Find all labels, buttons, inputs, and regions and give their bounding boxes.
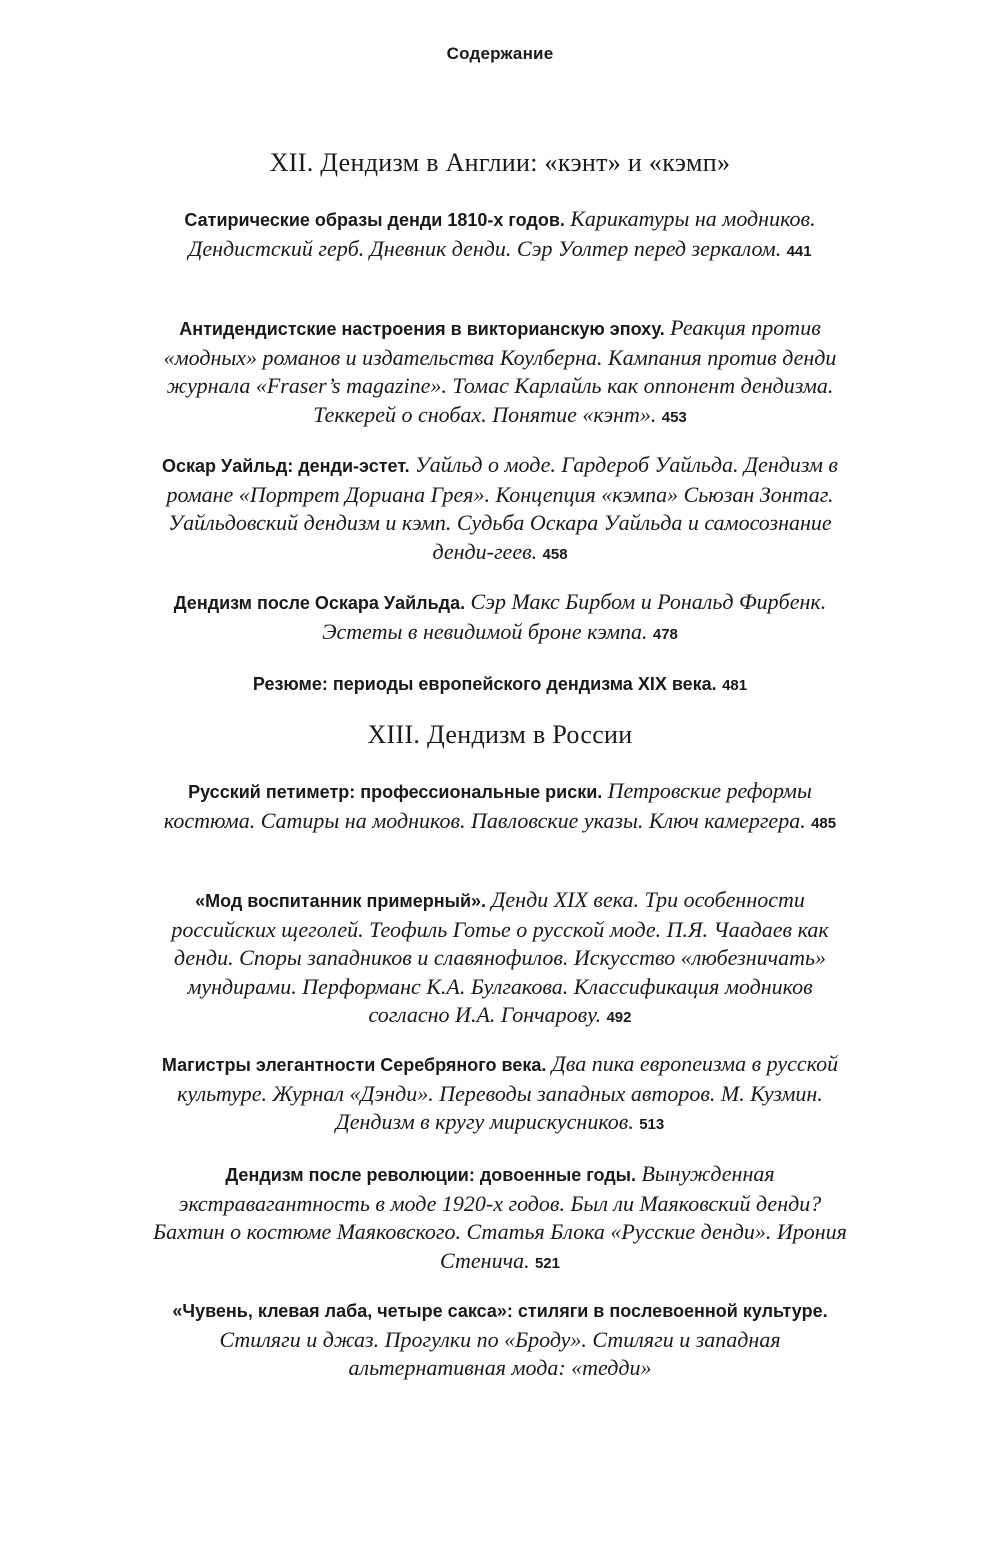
- entry-heading: Магистры элегантности Серебряного века.: [161, 1055, 547, 1075]
- toc-entry: [150, 588, 850, 648]
- entry-description: Вынужденная экстравагантность в моде 1920-х годов. Был ли Маяковский денди? Бахтин о костюме Маяковского. Статья Блока «Русские денди». Ирония Стенича.: [153, 1161, 847, 1273]
- entry-page-number: 513: [639, 1116, 665, 1133]
- entry-description: Уайльд о моде. Гардероб Уайльда. Дендизм в романе «Портрет Дориана Грея». Концепция «кэмпа» Сьюзан Зонтаг. Уайльдовский дендизм и кэмп. Судьба Оскара Уайльда и самосознание денди-геев.: [166, 452, 838, 564]
- chapter-title: XII. Дендизм в Англии: «кэнт» и «кэмп»: [269, 148, 731, 177]
- entry-heading: Оскар Уайльд: денди-эстет.: [162, 456, 410, 476]
- entry-page-number: 485: [811, 814, 837, 832]
- entry-description: Сэр Макс Бирбом и Рональд Фирбенк. Эстеты в невидимой броне кэмпа.: [322, 589, 827, 644]
- entry-description: Два пика европеизма в русской культуре. Журнал «Дэнди». Переводы западных авторов. М. Кузмин. Дендизм в кругу мирискусников.: [177, 1051, 839, 1134]
- chapter-title: XIII. Дендизм в России: [367, 720, 633, 749]
- entry-description: Карикатуры на модников. Дендистский герб. Дневник денди. Сэр Уолтер перед зеркалом.: [188, 206, 816, 261]
- entry-page-number: 458: [542, 545, 568, 563]
- entry-heading: Резюме: периоды европейского дендизма XIX века.: [252, 674, 717, 694]
- entry-heading: Дендизм после Оскара Уайльда.: [173, 593, 466, 613]
- entry-heading: Сатирические образы денди 1810-х годов.: [184, 210, 565, 230]
- toc-entry: [150, 451, 850, 568]
- entry-page-number: 478: [652, 625, 678, 643]
- toc-entry: [150, 205, 850, 265]
- entry-description: Реакция против «модных» романов и издательства Коулберна. Кампания против денди журнала «Fraser’s magazine». Томас Карлайль как оппонент дендизма. Теккерей о снобах. Понятие «кэнт».: [163, 315, 837, 427]
- entry-heading: Дендизм после революции: довоенные годы.: [225, 1165, 637, 1185]
- entry-description: Петровские реформы костюма. Сатиры на модников. Павловские указы. Ключ камергера.: [163, 778, 812, 833]
- toc-entry: [150, 1050, 850, 1139]
- entry-page-number: 441: [786, 242, 812, 260]
- toc-entry: [150, 886, 850, 1032]
- entry-heading: Антидендистские настроения в викторианскую эпоху.: [179, 319, 665, 339]
- entry-page-number: 521: [534, 1254, 560, 1272]
- entry-heading: Русский петиметр: профессиональные риски.: [188, 782, 603, 802]
- entry-page-number: 453: [661, 408, 687, 426]
- toc-entry: [150, 314, 850, 431]
- entry-heading: «Мод воспитанник примерный».: [195, 891, 487, 911]
- entry-heading: «Чувень, клевая лаба, четыре сакса»: стиляги в послевоенной культуре.: [172, 1301, 828, 1321]
- toc-entry: [150, 1297, 850, 1383]
- entry-description: Стиляги и джаз. Прогулки по «Броду». Стиляги и западная альтернативная мода: «тедди»: [219, 1326, 781, 1380]
- entry-description: Денди XIX века. Три особенности российских щеголей. Теофиль Готье о русской моде. П.Я. Чаадаев как денди. Споры западников и славянофилов. Искусство «любезничать» мундирами. Перформанс К.А. Булгакова. Классификация модников согласно И.А. Гончарову.: [171, 887, 829, 1027]
- running-head: Содержание: [446, 44, 554, 63]
- toc-entry: [150, 777, 850, 837]
- entry-page-number: 492: [606, 1009, 632, 1026]
- entry-page-number: 481: [722, 677, 748, 694]
- toc-entry: [150, 1160, 850, 1277]
- toc-entry: [150, 670, 850, 700]
